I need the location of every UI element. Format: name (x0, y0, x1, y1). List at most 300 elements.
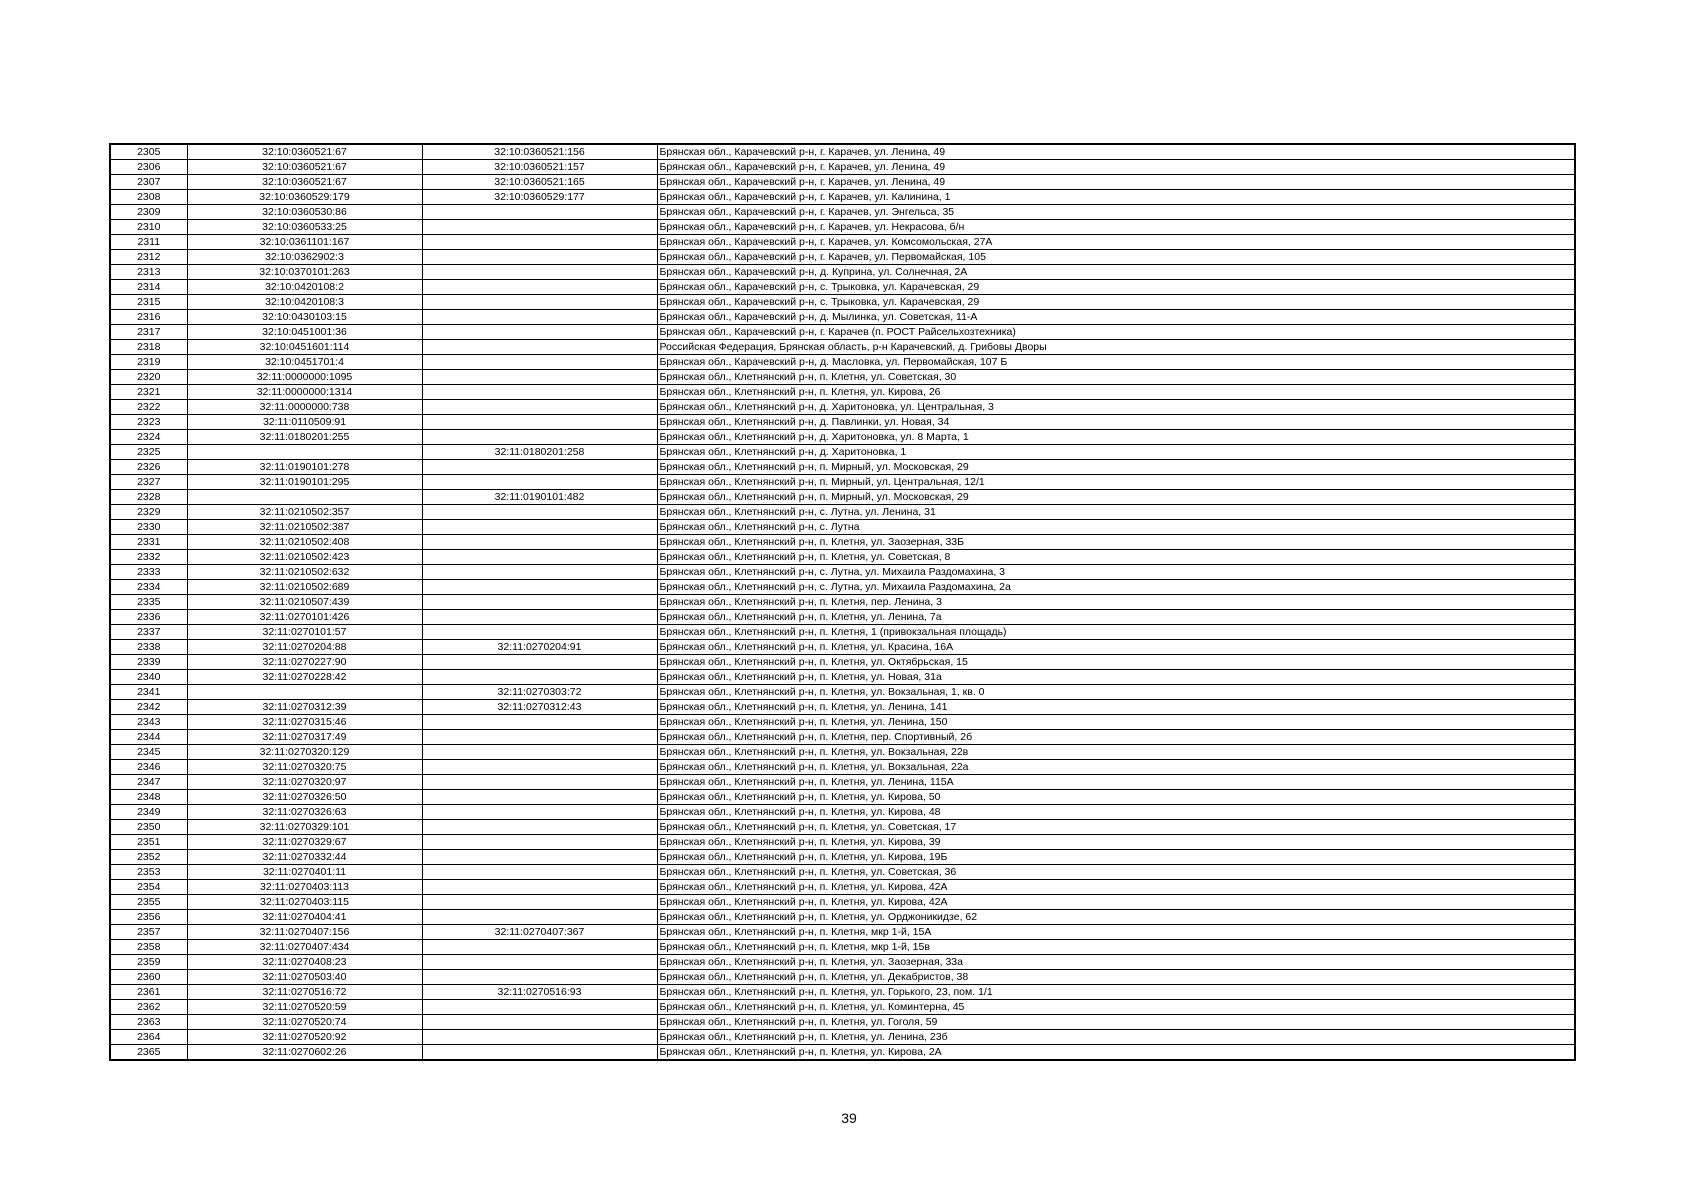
related-cadastral-number-cell (422, 250, 657, 265)
related-cadastral-number-cell (422, 595, 657, 610)
related-cadastral-number-cell: 32:10:0360529:177 (422, 190, 657, 205)
table-row (110, 505, 1575, 520)
table-row (110, 775, 1575, 790)
related-cadastral-number-cell (422, 385, 657, 400)
cadastral-number-cell: 32:11:0180201:255 (187, 430, 422, 445)
cadastral-number-cell: 32:10:0420108:2 (187, 280, 422, 295)
address-cell: Брянская обл., Карачевский р-н, с. Трыковка, ул. Карачевская, 29 (657, 295, 1575, 310)
address-cell: Брянская обл., Клетнянский р-н, п. Клетня, ул. Ленина, 23б (657, 1030, 1575, 1045)
cadastral-number-cell: 32:10:0360521:67 (187, 175, 422, 190)
cadastral-number-cell: 32:10:0451701:4 (187, 355, 422, 370)
cadastral-number-cell: 32:11:0000000:1314 (187, 385, 422, 400)
table-row (110, 550, 1575, 565)
table-row (110, 265, 1575, 280)
row-number-cell: 2347 (110, 775, 187, 790)
cadastral-number-cell: 32:11:0270326:50 (187, 790, 422, 805)
row-number-cell: 2308 (110, 190, 187, 205)
address-cell: Брянская обл., Карачевский р-н, с. Трыковка, ул. Карачевская, 29 (657, 280, 1575, 295)
related-cadastral-number-cell: 32:11:0270312:43 (422, 700, 657, 715)
related-cadastral-number-cell (422, 790, 657, 805)
address-cell: Брянская обл., Клетнянский р-н, п. Клетня, ул. Ленина, 141 (657, 700, 1575, 715)
table-row (110, 535, 1575, 550)
cadastral-number-cell: 32:11:0270101:426 (187, 610, 422, 625)
address-cell: Брянская обл., Карачевский р-н, г. Карачев, ул. Ленина, 49 (657, 175, 1575, 190)
address-cell: Брянская обл., Клетнянский р-н, п. Клетня, ул. Красина, 16А (657, 640, 1575, 655)
table-row (110, 370, 1575, 385)
address-cell: Брянская обл., Клетнянский р-н, п. Клетня, ул. Ленина, 7а (657, 610, 1575, 625)
cadastral-number-cell: 32:11:0270520:59 (187, 1000, 422, 1015)
table-row (110, 340, 1575, 355)
row-number-cell: 2337 (110, 625, 187, 640)
address-cell: Брянская обл., Карачевский р-н, г. Карачев, ул. Комсомольская, 27А (657, 235, 1575, 250)
related-cadastral-number-cell (422, 1000, 657, 1015)
table-row (110, 175, 1575, 190)
address-cell: Брянская обл., Клетнянский р-н, п. Клетня, ул. Ленина, 115А (657, 775, 1575, 790)
cadastral-number-cell: 32:11:0270520:92 (187, 1030, 422, 1045)
row-number-cell: 2307 (110, 175, 187, 190)
table-row (110, 595, 1575, 610)
related-cadastral-number-cell (422, 535, 657, 550)
cadastral-number-cell: 32:11:0270317:49 (187, 730, 422, 745)
address-cell: Брянская обл., Карачевский р-н, д. Масловка, ул. Первомайская, 107 Б (657, 355, 1575, 370)
table-row (110, 475, 1575, 490)
table-row (110, 820, 1575, 835)
row-number-cell: 2314 (110, 280, 187, 295)
related-cadastral-number-cell: 32:11:0270204:91 (422, 640, 657, 655)
related-cadastral-number-cell (422, 325, 657, 340)
cadastral-number-cell: 32:11:0210502:423 (187, 550, 422, 565)
related-cadastral-number-cell (422, 1045, 657, 1061)
row-number-cell: 2315 (110, 295, 187, 310)
row-number-cell: 2349 (110, 805, 187, 820)
address-cell: Брянская обл., Клетнянский р-н, п. Клетня, ул. Орджоникидзе, 62 (657, 910, 1575, 925)
table-row (110, 1000, 1575, 1015)
address-cell: Брянская обл., Карачевский р-н, г. Карачев, ул. Первомайская, 105 (657, 250, 1575, 265)
table-row (110, 160, 1575, 175)
row-number-cell: 2327 (110, 475, 187, 490)
related-cadastral-number-cell (422, 760, 657, 775)
address-cell: Брянская обл., Клетнянский р-н, п. Клетня, ул. Новая, 31а (657, 670, 1575, 685)
table-row (110, 385, 1575, 400)
table-row (110, 865, 1575, 880)
related-cadastral-number-cell (422, 415, 657, 430)
table-row (110, 745, 1575, 760)
row-number-cell: 2313 (110, 265, 187, 280)
related-cadastral-number-cell (422, 340, 657, 355)
related-cadastral-number-cell: 32:11:0270407:367 (422, 925, 657, 940)
cadastral-number-cell: 32:11:0270312:39 (187, 700, 422, 715)
address-cell: Брянская обл., Клетнянский р-н, п. Клетня, ул. Ленина, 150 (657, 715, 1575, 730)
address-cell: Брянская обл., Клетнянский р-н, п. Клетня, ул. Вокзальная, 1, кв. 0 (657, 685, 1575, 700)
related-cadastral-number-cell (422, 745, 657, 760)
row-number-cell: 2325 (110, 445, 187, 460)
cadastral-number-cell: 32:10:0430103:15 (187, 310, 422, 325)
row-number-cell: 2333 (110, 565, 187, 580)
related-cadastral-number-cell (422, 295, 657, 310)
related-cadastral-number-cell (422, 310, 657, 325)
related-cadastral-number-cell (422, 865, 657, 880)
address-cell: Брянская обл., Клетнянский р-н, с. Лутна, ул. Михаила Раздомахина, 2а (657, 580, 1575, 595)
row-number-cell: 2361 (110, 985, 187, 1000)
related-cadastral-number-cell (422, 670, 657, 685)
cadastral-number-cell: 32:10:0362902:3 (187, 250, 422, 265)
row-number-cell: 2342 (110, 700, 187, 715)
table-row (110, 610, 1575, 625)
address-cell: Брянская обл., Клетнянский р-н, п. Клетня, мкр 1-й, 15в (657, 940, 1575, 955)
related-cadastral-number-cell (422, 655, 657, 670)
row-number-cell: 2343 (110, 715, 187, 730)
row-number-cell: 2309 (110, 205, 187, 220)
row-number-cell: 2350 (110, 820, 187, 835)
address-cell: Брянская обл., Клетнянский р-н, п. Клетня, ул. Заозерная, 33Б (657, 535, 1575, 550)
row-number-cell: 2365 (110, 1045, 187, 1061)
cadastral-number-cell: 32:11:0270602:26 (187, 1045, 422, 1061)
related-cadastral-number-cell (422, 970, 657, 985)
related-cadastral-number-cell: 32:11:0190101:482 (422, 490, 657, 505)
row-number-cell: 2306 (110, 160, 187, 175)
related-cadastral-number-cell (422, 835, 657, 850)
cadastral-number-cell: 32:11:0210502:357 (187, 505, 422, 520)
related-cadastral-number-cell (422, 940, 657, 955)
table-body (110, 144, 1575, 1060)
cadastral-number-cell: 32:11:0270401:11 (187, 865, 422, 880)
cadastral-number-cell: 32:11:0190101:295 (187, 475, 422, 490)
table-row (110, 520, 1575, 535)
related-cadastral-number-cell (422, 625, 657, 640)
cadastral-number-cell: 32:11:0270503:40 (187, 970, 422, 985)
cadastral-number-cell: 32:10:0420108:3 (187, 295, 422, 310)
address-cell: Российская Федерация, Брянская область, р-н Карачевский, д. Грибовы Дворы (657, 340, 1575, 355)
related-cadastral-number-cell: 32:11:0270516:93 (422, 985, 657, 1000)
cadastral-number-cell: 32:11:0210502:632 (187, 565, 422, 580)
table-row (110, 295, 1575, 310)
table-row (110, 850, 1575, 865)
table-row (110, 955, 1575, 970)
address-cell: Брянская обл., Клетнянский р-н, п. Клетня, ул. Заозерная, 33а (657, 955, 1575, 970)
table-row (110, 235, 1575, 250)
table-row (110, 400, 1575, 415)
related-cadastral-number-cell (422, 430, 657, 445)
related-cadastral-number-cell (422, 895, 657, 910)
related-cadastral-number-cell: 32:11:0180201:258 (422, 445, 657, 460)
row-number-cell: 2355 (110, 895, 187, 910)
address-cell: Брянская обл., Клетнянский р-н, п. Клетня, ул. Кирова, 42А (657, 895, 1575, 910)
row-number-cell: 2358 (110, 940, 187, 955)
cadastral-number-cell: 32:11:0270227:90 (187, 655, 422, 670)
address-cell: Брянская обл., Клетнянский р-н, п. Клетня, ул. Вокзальная, 22а (657, 760, 1575, 775)
table-row (110, 565, 1575, 580)
row-number-cell: 2359 (110, 955, 187, 970)
table-row (110, 310, 1575, 325)
row-number-cell: 2335 (110, 595, 187, 610)
address-cell: Брянская обл., Клетнянский р-н, п. Клетня, ул. Октябрьская, 15 (657, 655, 1575, 670)
row-number-cell: 2319 (110, 355, 187, 370)
row-number-cell: 2317 (110, 325, 187, 340)
table-row (110, 1045, 1575, 1061)
table-row (110, 670, 1575, 685)
row-number-cell: 2323 (110, 415, 187, 430)
table-row (110, 925, 1575, 940)
address-cell: Брянская обл., Клетнянский р-н, п. Клетня, ул. Горького, 23, пом. 1/1 (657, 985, 1575, 1000)
row-number-cell: 2339 (110, 655, 187, 670)
related-cadastral-number-cell: 32:10:0360521:156 (422, 144, 657, 160)
table-row (110, 460, 1575, 475)
cadastral-number-cell: 32:11:0270329:101 (187, 820, 422, 835)
address-cell: Брянская обл., Клетнянский р-н, п. Клетня, мкр 1-й, 15А (657, 925, 1575, 940)
row-number-cell: 2341 (110, 685, 187, 700)
cadastral-number-cell: 32:10:0451601:114 (187, 340, 422, 355)
address-cell: Брянская обл., Клетнянский р-н, п. Клетня, ул. Коминтерна, 45 (657, 1000, 1575, 1015)
address-cell: Брянская обл., Клетнянский р-н, п. Клетня, ул. Советская, 8 (657, 550, 1575, 565)
page-number: 39 (841, 1110, 857, 1126)
cadastral-number-cell: 32:11:0270407:434 (187, 940, 422, 955)
cadastral-number-cell: 32:10:0360521:67 (187, 160, 422, 175)
related-cadastral-number-cell (422, 205, 657, 220)
table-row (110, 970, 1575, 985)
cadastral-number-cell: 32:11:0270403:115 (187, 895, 422, 910)
row-number-cell: 2320 (110, 370, 187, 385)
address-cell: Брянская обл., Клетнянский р-н, п. Клетня, ул. Советская, 17 (657, 820, 1575, 835)
related-cadastral-number-cell (422, 955, 657, 970)
related-cadastral-number-cell (422, 400, 657, 415)
table-row (110, 655, 1575, 670)
related-cadastral-number-cell (422, 715, 657, 730)
table-row (110, 490, 1575, 505)
cadastral-number-cell: 32:11:0270101:57 (187, 625, 422, 640)
address-cell: Брянская обл., Клетнянский р-н, п. Клетня, ул. Декабристов, 38 (657, 970, 1575, 985)
row-number-cell: 2356 (110, 910, 187, 925)
row-number-cell: 2310 (110, 220, 187, 235)
cadastral-number-cell (187, 445, 422, 460)
address-cell: Брянская обл., Клетнянский р-н, п. Мирный, ул. Московская, 29 (657, 460, 1575, 475)
cadastral-number-cell: 32:11:0270326:63 (187, 805, 422, 820)
table-row (110, 415, 1575, 430)
cadastral-number-cell: 32:10:0370101:263 (187, 265, 422, 280)
related-cadastral-number-cell (422, 460, 657, 475)
row-number-cell: 2353 (110, 865, 187, 880)
address-cell: Брянская обл., Клетнянский р-н, д. Павлинки, ул. Новая, 34 (657, 415, 1575, 430)
row-number-cell: 2345 (110, 745, 187, 760)
related-cadastral-number-cell (422, 505, 657, 520)
table-row (110, 445, 1575, 460)
cadastral-number-cell: 32:11:0270329:67 (187, 835, 422, 850)
cadastral-number-cell: 32:11:0270204:88 (187, 640, 422, 655)
address-cell: Брянская обл., Клетнянский р-н, п. Клетня, ул. Кирова, 19Б (657, 850, 1575, 865)
table-row (110, 640, 1575, 655)
row-number-cell: 2318 (110, 340, 187, 355)
address-cell: Брянская обл., Клетнянский р-н, п. Клетня, 1 (привокзальная площадь) (657, 625, 1575, 640)
table-row (110, 730, 1575, 745)
related-cadastral-number-cell: 32:11:0270303:72 (422, 685, 657, 700)
table-row (110, 790, 1575, 805)
table-row (110, 325, 1575, 340)
related-cadastral-number-cell (422, 850, 657, 865)
cadastral-number-cell: 32:11:0270320:129 (187, 745, 422, 760)
cadastral-number-cell: 32:10:0360530:86 (187, 205, 422, 220)
row-number-cell: 2316 (110, 310, 187, 325)
address-cell: Брянская обл., Карачевский р-н, г. Карачев, ул. Некрасова, б/н (657, 220, 1575, 235)
table-row (110, 190, 1575, 205)
related-cadastral-number-cell (422, 280, 657, 295)
related-cadastral-number-cell (422, 880, 657, 895)
address-cell: Брянская обл., Клетнянский р-н, п. Клетня, ул. Кирова, 2А (657, 1045, 1575, 1061)
cadastral-number-cell: 32:10:0360521:67 (187, 144, 422, 160)
row-number-cell: 2305 (110, 144, 187, 160)
address-cell: Брянская обл., Клетнянский р-н, п. Клетня, пер. Ленина, 3 (657, 595, 1575, 610)
row-number-cell: 2344 (110, 730, 187, 745)
table-row (110, 250, 1575, 265)
cadastral-number-cell: 32:11:0270320:97 (187, 775, 422, 790)
cadastral-number-cell: 32:11:0270516:72 (187, 985, 422, 1000)
cadastral-number-cell: 32:10:0451001:36 (187, 325, 422, 340)
address-cell: Брянская обл., Карачевский р-н, г. Карачев, ул. Ленина, 49 (657, 160, 1575, 175)
table-row (110, 1015, 1575, 1030)
row-number-cell: 2334 (110, 580, 187, 595)
cadastral-number-cell (187, 490, 422, 505)
row-number-cell: 2362 (110, 1000, 187, 1015)
row-number-cell: 2326 (110, 460, 187, 475)
address-cell: Брянская обл., Клетнянский р-н, п. Клетня, ул. Кирова, 48 (657, 805, 1575, 820)
cadastral-number-cell: 32:10:0360533:25 (187, 220, 422, 235)
row-number-cell: 2322 (110, 400, 187, 415)
address-cell: Брянская обл., Клетнянский р-н, п. Клетня, ул. Кирова, 26 (657, 385, 1575, 400)
cadastral-table (109, 143, 1576, 1061)
row-number-cell: 2329 (110, 505, 187, 520)
table-row (110, 1030, 1575, 1045)
address-cell: Брянская обл., Клетнянский р-н, с. Лутна, ул. Михаила Раздомахина, 3 (657, 565, 1575, 580)
cadastral-number-cell: 32:11:0210502:408 (187, 535, 422, 550)
table-row (110, 910, 1575, 925)
row-number-cell: 2340 (110, 670, 187, 685)
row-number-cell: 2332 (110, 550, 187, 565)
address-cell: Брянская обл., Клетнянский р-н, д. Харитоновка, ул. Центральная, 3 (657, 400, 1575, 415)
table-row (110, 805, 1575, 820)
cadastral-number-cell: 32:11:0270315:46 (187, 715, 422, 730)
cadastral-number-cell: 32:10:0361101:167 (187, 235, 422, 250)
address-cell: Брянская обл., Карачевский р-н, г. Карачев, ул. Калинина, 1 (657, 190, 1575, 205)
cadastral-number-cell: 32:11:0270320:75 (187, 760, 422, 775)
cadastral-number-cell: 32:11:0270228:42 (187, 670, 422, 685)
address-cell: Брянская обл., Клетнянский р-н, п. Клетня, ул. Гоголя, 59 (657, 1015, 1575, 1030)
cadastral-number-cell: 32:11:0110509:91 (187, 415, 422, 430)
row-number-cell: 2312 (110, 250, 187, 265)
table-row (110, 895, 1575, 910)
row-number-cell: 2324 (110, 430, 187, 445)
related-cadastral-number-cell (422, 475, 657, 490)
table-row (110, 625, 1575, 640)
related-cadastral-number-cell (422, 370, 657, 385)
related-cadastral-number-cell (422, 805, 657, 820)
related-cadastral-number-cell: 32:10:0360521:157 (422, 160, 657, 175)
related-cadastral-number-cell (422, 355, 657, 370)
address-cell: Брянская обл., Клетнянский р-н, п. Клетня, пер. Спортивный, 2б (657, 730, 1575, 745)
related-cadastral-number-cell (422, 820, 657, 835)
cadastral-number-cell: 32:11:0210507:439 (187, 595, 422, 610)
related-cadastral-number-cell (422, 565, 657, 580)
cadastral-number-cell: 32:11:0270404:41 (187, 910, 422, 925)
table-row (110, 280, 1575, 295)
row-number-cell: 2360 (110, 970, 187, 985)
cadastral-number-cell: 32:11:0000000:1095 (187, 370, 422, 385)
row-number-cell: 2351 (110, 835, 187, 850)
cadastral-number-cell: 32:11:0270403:113 (187, 880, 422, 895)
address-cell: Брянская обл., Клетнянский р-н, п. Мирный, ул. Центральная, 12/1 (657, 475, 1575, 490)
row-number-cell: 2311 (110, 235, 187, 250)
related-cadastral-number-cell (422, 1030, 657, 1045)
related-cadastral-number-cell (422, 550, 657, 565)
address-cell: Брянская обл., Клетнянский р-н, д. Харитоновка, ул. 8 Марта, 1 (657, 430, 1575, 445)
row-number-cell: 2364 (110, 1030, 187, 1045)
cadastral-number-cell: 32:11:0210502:387 (187, 520, 422, 535)
table-row (110, 940, 1575, 955)
cadastral-number-cell: 32:10:0360529:179 (187, 190, 422, 205)
row-number-cell: 2346 (110, 760, 187, 775)
table-row (110, 715, 1575, 730)
table-row (110, 430, 1575, 445)
row-number-cell: 2336 (110, 610, 187, 625)
related-cadastral-number-cell (422, 220, 657, 235)
address-cell: Брянская обл., Клетнянский р-н, п. Мирный, ул. Московская, 29 (657, 490, 1575, 505)
row-number-cell: 2328 (110, 490, 187, 505)
address-cell: Брянская обл., Клетнянский р-н, п. Клетня, ул. Вокзальная, 22в (657, 745, 1575, 760)
address-cell: Брянская обл., Клетнянский р-н, д. Харитоновка, 1 (657, 445, 1575, 460)
related-cadastral-number-cell (422, 610, 657, 625)
row-number-cell: 2338 (110, 640, 187, 655)
cadastral-number-cell: 32:11:0270520:74 (187, 1015, 422, 1030)
table-row (110, 580, 1575, 595)
table-row (110, 700, 1575, 715)
address-cell: Брянская обл., Клетнянский р-н, п. Клетня, ул. Советская, 30 (657, 370, 1575, 385)
address-cell: Брянская обл., Клетнянский р-н, п. Клетня, ул. Кирова, 39 (657, 835, 1575, 850)
row-number-cell: 2348 (110, 790, 187, 805)
table-row (110, 144, 1575, 160)
table-row (110, 355, 1575, 370)
related-cadastral-number-cell (422, 265, 657, 280)
related-cadastral-number-cell (422, 235, 657, 250)
related-cadastral-number-cell (422, 520, 657, 535)
related-cadastral-number-cell (422, 730, 657, 745)
address-cell: Брянская обл., Карачевский р-н, г. Карачев, ул. Энгельса, 35 (657, 205, 1575, 220)
row-number-cell: 2354 (110, 880, 187, 895)
table-row (110, 205, 1575, 220)
address-cell: Брянская обл., Клетнянский р-н, с. Лутна, ул. Ленина, 31 (657, 505, 1575, 520)
address-cell: Брянская обл., Клетнянский р-н, п. Клетня, ул. Советская, 36 (657, 865, 1575, 880)
address-cell: Брянская обл., Клетнянский р-н, п. Клетня, ул. Кирова, 42А (657, 880, 1575, 895)
table-row (110, 685, 1575, 700)
cadastral-number-cell: 32:11:0190101:278 (187, 460, 422, 475)
cadastral-number-cell: 32:11:0270407:156 (187, 925, 422, 940)
address-cell: Брянская обл., Карачевский р-н, г. Карачев (п. РОСТ Райсельхозтехника) (657, 325, 1575, 340)
cadastral-number-cell: 32:11:0270408:23 (187, 955, 422, 970)
table-row (110, 835, 1575, 850)
table-row (110, 220, 1575, 235)
table-row (110, 985, 1575, 1000)
row-number-cell: 2357 (110, 925, 187, 940)
table-row (110, 760, 1575, 775)
related-cadastral-number-cell (422, 1015, 657, 1030)
row-number-cell: 2321 (110, 385, 187, 400)
cadastral-number-cell: 32:11:0210502:689 (187, 580, 422, 595)
row-number-cell: 2330 (110, 520, 187, 535)
related-cadastral-number-cell (422, 580, 657, 595)
row-number-cell: 2331 (110, 535, 187, 550)
address-cell: Брянская обл., Карачевский р-н, д. Куприна, ул. Солнечная, 2А (657, 265, 1575, 280)
address-cell: Брянская обл., Клетнянский р-н, с. Лутна (657, 520, 1575, 535)
table-row (110, 880, 1575, 895)
address-cell: Брянская обл., Карачевский р-н, г. Карачев, ул. Ленина, 49 (657, 144, 1575, 160)
cadastral-number-cell (187, 685, 422, 700)
row-number-cell: 2352 (110, 850, 187, 865)
